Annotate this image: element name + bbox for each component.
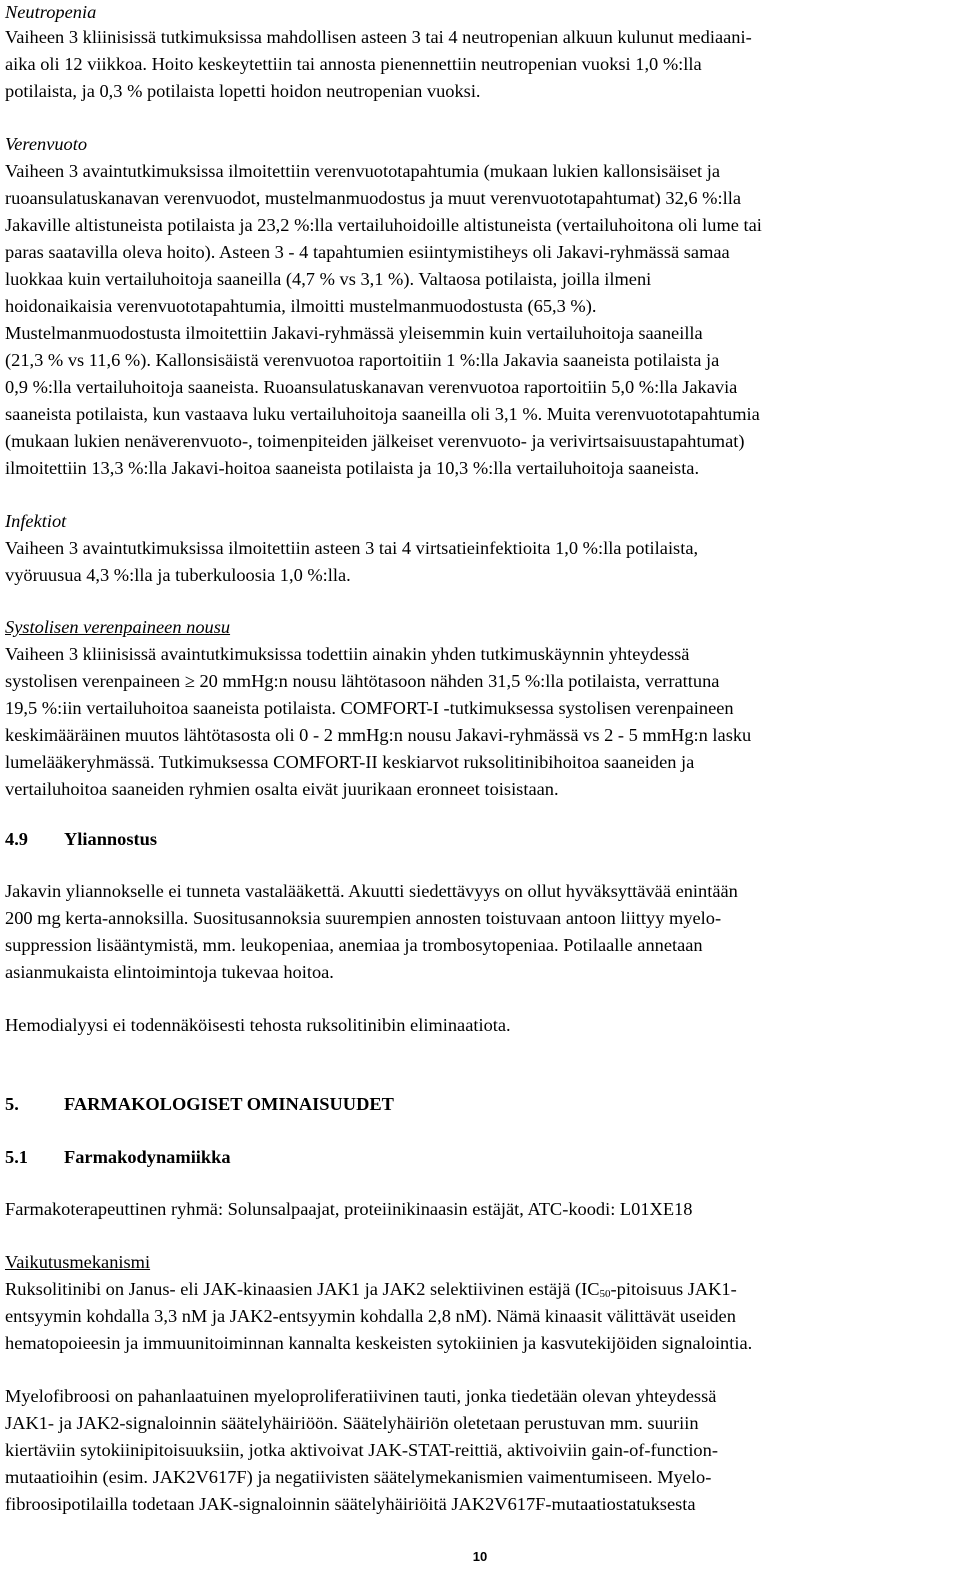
bleeding-line: luokkaa kuin vertailuhoitoja saaneilla (4,7 % vs 3,1 %). Valtaosa potilaista, joilla ilmeni [5, 269, 652, 289]
bleeding-line: hoidonaikaisia verenvuototapahtumia, ilmoitti mustelmanmuodostusta (65,3 %). [5, 296, 597, 316]
mechanism-line: entsyymin kohdalla 3,3 nM ja JAK2-entsyymin kohdalla 2,8 nM). Nämä kinaasit välittävät useiden [5, 1306, 736, 1326]
bp-line: keskimääräinen muutos lähtötasosta oli 0 - 2 mmHg:n nousu Jakavi-ryhmässä vs 2 - 5 mmHg:n lasku [5, 725, 752, 745]
section-5-1-heading [5, 1146, 231, 1168]
myelofibrosis-line: fibroosipotilailla todetaan JAK-signaloinnin säätelyhäiriöitä JAK2V617F-mutaatiostatuksesta [5, 1494, 696, 1514]
section-number: 5.1 [5, 1147, 28, 1167]
myelofibrosis-line: kiertäviin sytokiinipitoisuuksiin, jotka aktivoivat JAK-STAT-reittiä, aktivoiviin gain-of-function- [5, 1440, 718, 1460]
bp-line [5, 670, 719, 692]
bp-heading: Systolisen verenpaineen nousu [5, 617, 231, 637]
page-number: 10 [472, 1549, 488, 1564]
section-title: Farmakodynamiikka [64, 1147, 231, 1167]
infections-heading: Infektiot [5, 511, 67, 531]
mechanism-line: hematopoieesin ja immuunitoiminnan kannalta keskeisten sytokiinien ja kasvutekijöiden signalointia. [5, 1333, 753, 1353]
bleeding-line: Mustelmanmuodostusta ilmoitettiin Jakavi-ryhmässä yleisemmin kuin vertailuhoitoja saaneilla [5, 323, 703, 343]
mechanism-line [5, 1278, 737, 1300]
overdose-line: suppression lisääntymistä, mm. leukopeniaa, anemiaa ja trombosytopeniaa. Potilaalle annetaan [5, 935, 703, 955]
greater-or-equal-symbol: ≥ [184, 671, 195, 691]
bleeding-line: ilmoitettiin 13,3 %:lla Jakavi-hoitoa saaneista potilaista ja 10,3 %:lla vertailuhoitoja saaneista. [5, 458, 700, 478]
mechanism-line-text: Ruksolitinibi on Janus- eli JAK-kinaasien JAK1 ja JAK2 selektiivinen estäjä (IC [5, 1279, 600, 1299]
pharmacotherapeutic-group: Farmakoterapeuttinen ryhmä: Solunsalpaajat, proteiinikinaasin estäjät, ATC-koodi: L01XE18 [5, 1199, 693, 1219]
bleeding-line: saaneista potilaista, kun vastaava luku vertailuhoitoja saaneilla oli 3,1 %. Muita verenvuototapahtumia [5, 404, 760, 424]
section-number: 4.9 [5, 829, 28, 849]
section-5-heading [5, 1093, 394, 1115]
bleeding-line: ruoansulatuskanavan verenvuodot, mustelmanmuodostus ja muut verenvuototapahtumat) 32,6 %:lla [5, 188, 741, 208]
mechanism-line-text: -pitoisuus JAK1- [610, 1279, 737, 1299]
section-title: Yliannostus [64, 829, 158, 849]
infections-line: Vaiheen 3 avaintutkimuksissa ilmoitettiin asteen 3 tai 4 virtsatieinfektioita 1,0 %:lla potilaista, [5, 538, 699, 558]
bleeding-line: (21,3 % vs 11,6 %). Kallonsisäistä verenvuotoa raportoitiin 1 %:lla Jakavia saaneista potilaista ja [5, 350, 720, 370]
neutropenia-line: aika oli 12 viikkoa. Hoito keskeytettiin tai annosta pienennettiin neutropenian vuoksi 1,0 %:lla [5, 54, 702, 74]
myelofibrosis-line: JAK1- ja JAK2-signaloinnin säätelyhäiriöön. Säätelyhäiriön oletetaan perustuvan mm. suuriin [5, 1413, 699, 1433]
neutropenia-heading: Neutropenia [5, 2, 97, 22]
bp-line: Vaiheen 3 kliinisissä avaintutkimuksissa todettiin ainakin yhden tutkimuskäynnin yhteydessä [5, 644, 690, 664]
section-4-9-heading [5, 828, 157, 850]
ic50-subscript: 50 [599, 1288, 611, 1300]
bleeding-line: Vaiheen 3 avaintutkimuksissa ilmoitettiin verenvuototapahtumia (mukaan lukien kallonsisäiset ja [5, 161, 721, 181]
overdose-line: 200 mg kerta-annoksilla. Suositusannoksia suurempien annosten toistuvaan antoon liittyy myelo- [5, 908, 722, 928]
bp-line-text: systolisen verenpaineen [5, 671, 185, 691]
myelofibrosis-line: Myelofibroosi on pahanlaatuinen myeloproliferatiivinen tauti, jonka tiedetään olevan yhteydessä [5, 1386, 717, 1406]
section-title: FARMAKOLOGISET OMINAISUUDET [64, 1094, 394, 1114]
bp-line: vertailuhoitoa saaneiden ryhmien osalta eivät juurikaan eronneet toisistaan. [5, 779, 559, 799]
bleeding-line: paras saatavilla oleva hoito). Asteen 3 - 4 tapahtumien esiintymistiheys oli Jakavi-ryhmässä samaa [5, 242, 730, 262]
bp-line-text: 20 mmHg:n nousu lähtötasoon nähden 31,5 %:lla potilaista, verrattuna [194, 671, 720, 691]
overdose-line: Jakavin yliannokselle ei tunneta vastalääkettä. Akuutti siedettävyys on ollut hyväksyttävää enintään [5, 881, 738, 901]
bp-line: 19,5 %:iin vertailuhoitoa saaneista potilaista. COMFORT-I -tutkimuksessa systolisen verenpaineen [5, 698, 734, 718]
infections-line: vyöruusua 4,3 %:lla ja tuberkuloosia 1,0 %:lla. [5, 565, 351, 585]
neutropenia-line: Vaiheen 3 kliinisissä tutkimuksissa mahdollisen asteen 3 tai 4 neutropenian alkuun kulunut mediaani- [5, 27, 752, 47]
mechanism-heading: Vaikutusmekanismi [5, 1252, 151, 1272]
neutropenia-line: potilaista, ja 0,3 % potilaista lopetti hoidon neutropenian vuoksi. [5, 81, 481, 101]
bleeding-line: 0,9 %:lla vertailuhoitoja saaneista. Ruoansulatuskanavan verenvuotoa raportoitiin 5,0 %:lla Jakavia [5, 377, 738, 397]
bleeding-heading: Verenvuoto [5, 134, 88, 154]
overdose-line: asianmukaista elintoimintoja tukevaa hoitoa. [5, 962, 334, 982]
hemodialysis-line: Hemodialyysi ei todennäköisesti tehosta ruksolitinibin eliminaatiota. [5, 1015, 511, 1035]
bp-line: lumelääkeryhmässä. Tutkimuksessa COMFORT-II keskiarvot ruksolitinibihoitoa saaneiden ja [5, 752, 695, 772]
bleeding-line: Jakaville altistuneista potilaista ja 23,2 %:lla vertailuhoidoille altistuneista (vertailuhoitona oli lume tai [5, 215, 762, 235]
myelofibrosis-line: mutaatioihin (esim. JAK2V617F) ja negatiivisten säätelymekanismien vaimentumiseen. Myelo- [5, 1467, 712, 1487]
bleeding-line: (mukaan lukien nenäverenvuoto-, toimenpiteiden jälkeiset verenvuoto- ja verivirtsaisuustapahtumat) [5, 431, 745, 451]
section-number: 5. [5, 1094, 19, 1114]
